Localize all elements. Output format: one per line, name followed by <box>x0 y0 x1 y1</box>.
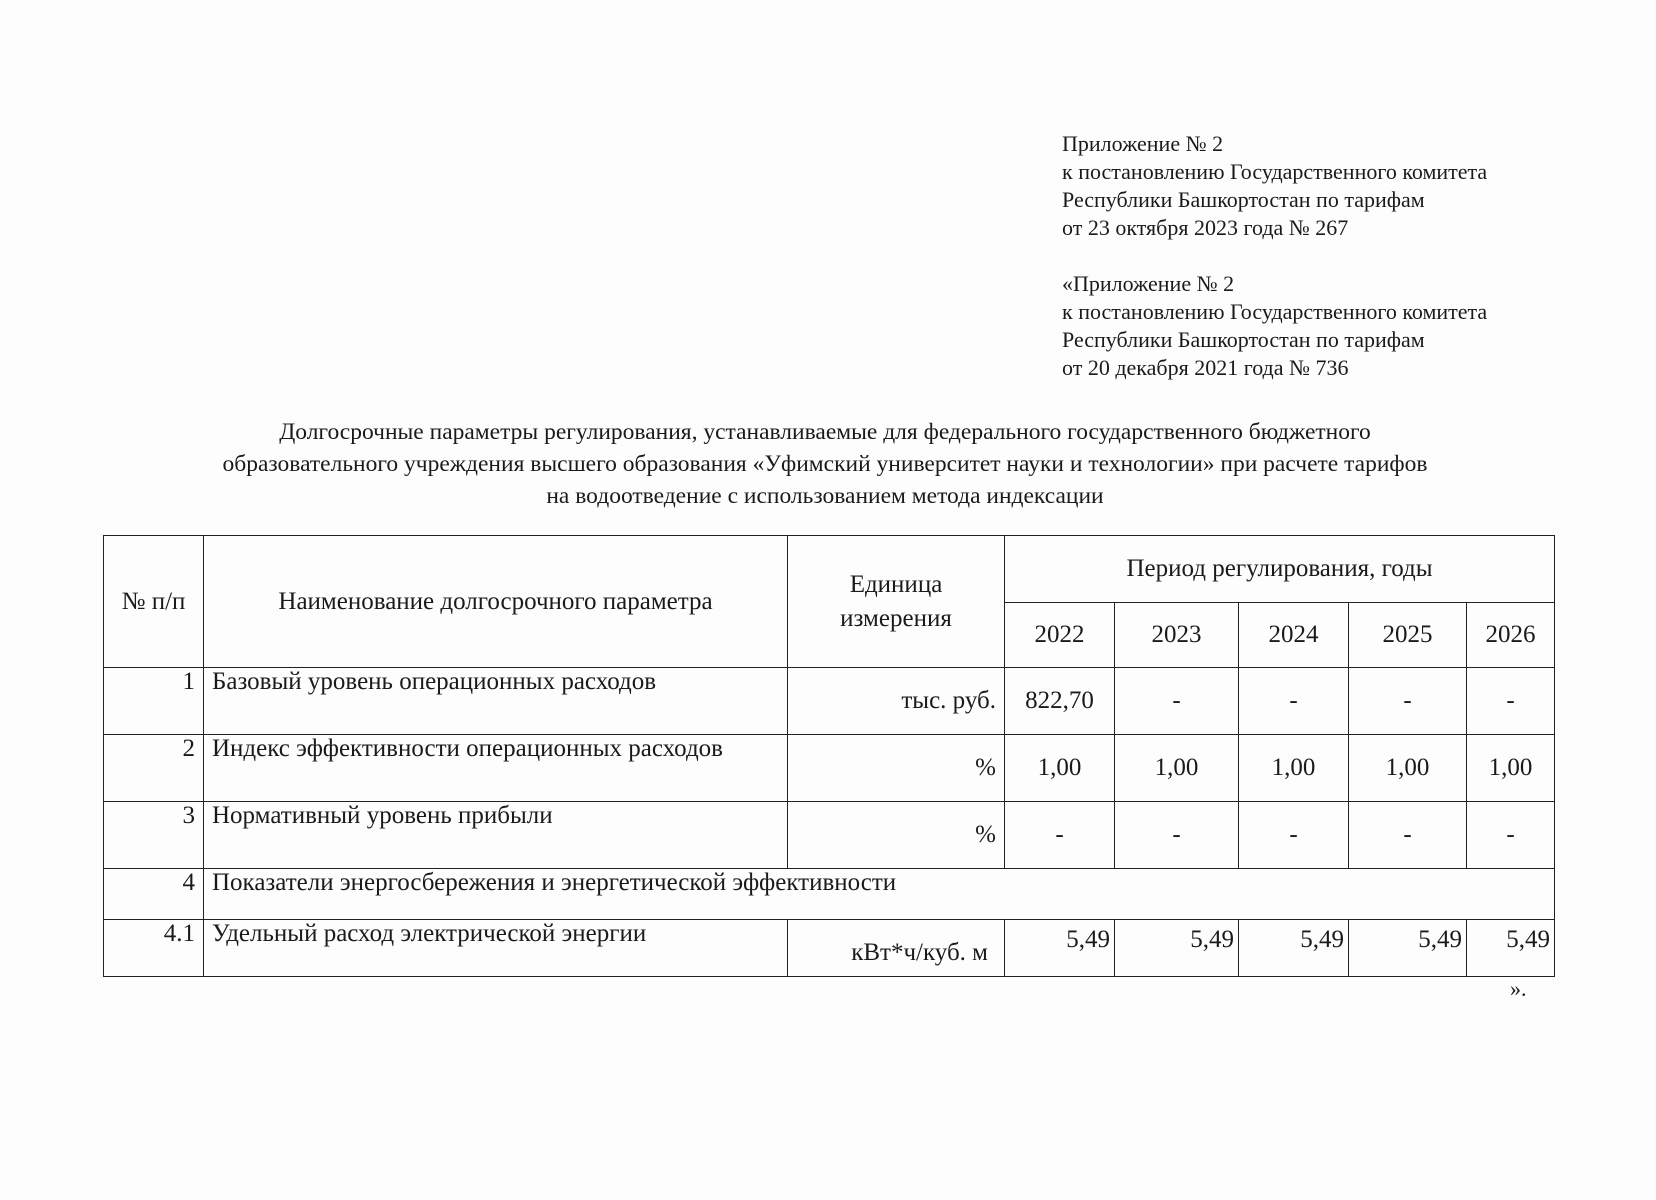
row-value: - <box>1467 668 1555 735</box>
appendix-current-line-2: к постановлению Государственного комитета <box>1062 159 1488 184</box>
row-parameter-name: Удельный расход электрической энергии <box>204 920 788 977</box>
header-unit: Единица измерения <box>788 536 1005 668</box>
appendix-original-reference <box>1062 270 1487 382</box>
row-parameter-name: Нормативный уровень прибыли <box>204 802 788 869</box>
row-value: 5,49 <box>1349 920 1467 977</box>
document-title-line-2: образовательного учреждения высшего образования «Уфимский университет науки и технологии» при расчете тарифов <box>222 451 1428 477</box>
row-number: 3 <box>104 802 204 869</box>
row-value: 5,49 <box>1239 920 1349 977</box>
table-row <box>104 735 1555 802</box>
header-parameter-name: Наименование долгосрочного параметра <box>204 536 788 668</box>
header-year: 2025 <box>1349 603 1467 668</box>
row-value: 5,49 <box>1467 920 1555 977</box>
row-number: 1 <box>104 668 204 735</box>
row-value: - <box>1467 802 1555 869</box>
row-value: - <box>1005 802 1115 869</box>
row-value: 1,00 <box>1239 735 1349 802</box>
parameters-table <box>103 535 1555 977</box>
header-year: 2026 <box>1467 603 1555 668</box>
table-row <box>104 802 1555 869</box>
appendix-original-line-1: «Приложение № 2 <box>1062 271 1235 296</box>
appendix-original-line-4: от 20 декабря 2021 года № 736 <box>1062 355 1349 380</box>
row-value: 822,70 <box>1005 668 1115 735</box>
table-header-row <box>104 536 1555 603</box>
row-number: 2 <box>104 735 204 802</box>
row-value: - <box>1349 802 1467 869</box>
row-value: 5,49 <box>1005 920 1115 977</box>
row-parameter-name: Индекс эффективности операционных расходов <box>204 735 788 802</box>
row-value: - <box>1349 668 1467 735</box>
appendix-current-line-1: Приложение № 2 <box>1062 131 1224 156</box>
row-parameter-name: Базовый уровень операционных расходов <box>204 668 788 735</box>
row-value: 1,00 <box>1005 735 1115 802</box>
appendix-current-reference <box>1062 130 1487 242</box>
row-unit: % <box>788 735 1005 802</box>
row-unit: % <box>788 802 1005 869</box>
document-title <box>100 416 1550 512</box>
header-period: Период регулирования, годы <box>1005 536 1555 603</box>
section-parameter-name: Показатели энергосбережения и энергетической эффективности <box>204 869 1555 920</box>
document-title-line-3: на водоотведение с использованием метода индексации <box>546 483 1104 509</box>
row-value: 1,00 <box>1467 735 1555 802</box>
appendix-original-line-3: Республики Башкортостан по тарифам <box>1062 327 1425 352</box>
header-year: 2023 <box>1115 603 1239 668</box>
document-title-line-1: Долгосрочные параметры регулирования, устанавливаемые для федерального государственного бюджетного <box>279 419 1371 445</box>
row-value: 5,49 <box>1115 920 1239 977</box>
header-year: 2024 <box>1239 603 1349 668</box>
row-value: - <box>1239 802 1349 869</box>
row-value: 1,00 <box>1349 735 1467 802</box>
closing-quote-mark: ». <box>1510 976 1527 1001</box>
row-number: 4.1 <box>104 920 204 977</box>
row-number: 4 <box>104 869 204 920</box>
appendix-original-line-2: к постановлению Государственного комитета <box>1062 299 1488 324</box>
header-number: № п/п <box>104 536 204 668</box>
table-row <box>104 668 1555 735</box>
row-value: 1,00 <box>1115 735 1239 802</box>
row-unit: кВт*ч/куб. м <box>788 920 1005 977</box>
row-value: - <box>1115 802 1239 869</box>
table-section-row <box>104 869 1555 920</box>
row-value: - <box>1115 668 1239 735</box>
row-value: - <box>1239 668 1349 735</box>
appendix-current-line-4: от 23 октября 2023 года № 267 <box>1062 215 1349 240</box>
row-unit: тыс. руб. <box>788 668 1005 735</box>
header-year: 2022 <box>1005 603 1115 668</box>
table-row <box>104 920 1555 977</box>
appendix-current-line-3: Республики Башкортостан по тарифам <box>1062 187 1425 212</box>
